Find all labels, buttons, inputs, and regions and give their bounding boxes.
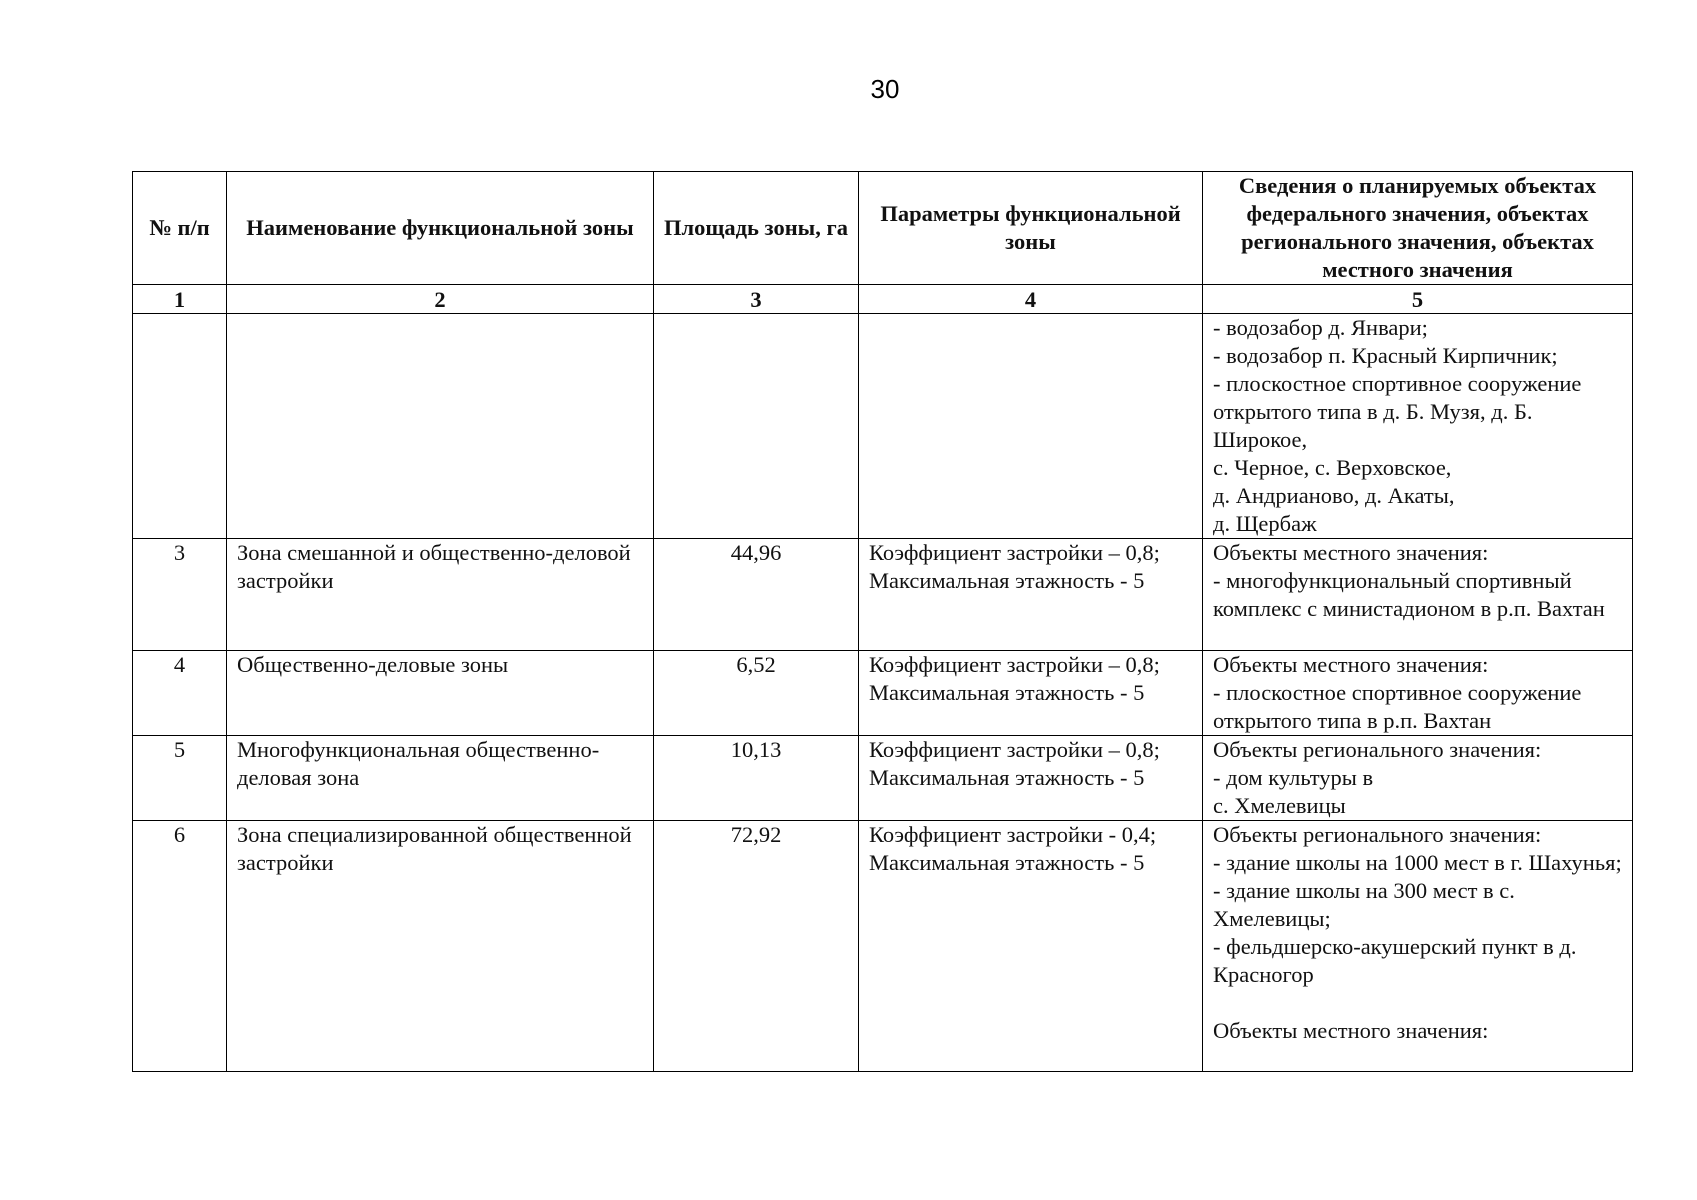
info-line: - водозабор п. Красный Кирпичник; (1213, 343, 1558, 368)
column-number: 2 (227, 285, 654, 314)
param-line: Коэффициент застройки – 0,8; (869, 652, 1160, 677)
cell-planned-objects (1203, 539, 1633, 651)
cell-zone-name (227, 314, 654, 539)
info-line: с. Черное, с. Верховское, (1213, 455, 1452, 480)
table-header-row (133, 172, 1633, 285)
table-row (133, 651, 1633, 736)
param-line: Максимальная этажность - 5 (869, 850, 1145, 875)
info-line: - многофункциональный спортивный комплекс с министадионом в р.п. Вахтан (1213, 568, 1605, 621)
column-number: 3 (654, 285, 859, 314)
cell-zone-name: Общественно-деловые зоны (227, 651, 654, 736)
info-line: Объекты местного значения: (1213, 540, 1489, 565)
info-line: Объекты регионального значения: (1213, 822, 1542, 847)
cell-zone-parameters (859, 736, 1203, 821)
info-line: - водозабор д. Январи; (1213, 315, 1428, 340)
info-line: - здание школы на 300 мест в с. Хмелевицы; (1213, 878, 1515, 931)
info-line: - плоскостное спортивное сооружение открытого типа в д. Б. Музя, д. Б. Широкое, (1213, 371, 1582, 452)
info-line: д. Щербаж (1213, 511, 1317, 536)
cell-number: 6 (133, 821, 227, 1072)
header-zone-name: Наименование функциональной зоны (227, 172, 654, 285)
cell-number (133, 314, 227, 539)
page-number: 30 (870, 74, 900, 104)
info-line: - дом культуры в (1213, 765, 1374, 790)
table-row-continuation (133, 314, 1633, 539)
header-number: № п/п (133, 172, 227, 285)
cell-number: 3 (133, 539, 227, 651)
info-line: - здание школы на 1000 мест в г. Шахунья; (1213, 850, 1622, 875)
column-number: 5 (1203, 285, 1633, 314)
table-row (133, 736, 1633, 821)
cell-planned-objects (1203, 651, 1633, 736)
cell-zone-parameters (859, 314, 1203, 539)
cell-zone-area: 6,52 (654, 651, 859, 736)
cell-planned-objects (1203, 314, 1633, 539)
cell-zone-area: 72,92 (654, 821, 859, 1072)
param-line: Максимальная этажность - 5 (869, 765, 1145, 790)
param-line: Коэффициент застройки – 0,8; (869, 737, 1160, 762)
param-line: Коэффициент застройки – 0,8; (869, 540, 1160, 565)
info-line: - плоскостное спортивное сооружение открытого типа в р.п. Вахтан (1213, 680, 1582, 733)
info-line: с. Хмелевицы (1213, 793, 1346, 818)
header-zone-parameters: Параметры функциональной зоны (859, 172, 1203, 285)
param-line: Максимальная этажность - 5 (869, 568, 1145, 593)
info-line: Объекты местного значения: (1213, 652, 1489, 677)
cell-zone-name: Многофункциональная общественно-деловая зона (227, 736, 654, 821)
header-planned-objects: Сведения о планируемых объектах федерального значения, объектах регионального значения, объектах местного значения (1203, 172, 1633, 285)
table-row (133, 539, 1633, 651)
info-line: д. Андрианово, д. Акаты, (1213, 483, 1455, 508)
cell-zone-name: Зона смешанной и общественно-деловой застройки (227, 539, 654, 651)
cell-zone-area: 44,96 (654, 539, 859, 651)
cell-zone-area: 10,13 (654, 736, 859, 821)
cell-zone-parameters (859, 821, 1203, 1072)
cell-planned-objects (1203, 736, 1633, 821)
column-number: 4 (859, 285, 1203, 314)
cell-number: 4 (133, 651, 227, 736)
info-spacer (1213, 989, 1626, 1017)
column-number: 1 (133, 285, 227, 314)
cell-number: 5 (133, 736, 227, 821)
cell-zone-name: Зона специализированной общественной застройки (227, 821, 654, 1072)
param-line: Максимальная этажность - 5 (869, 680, 1145, 705)
param-line: Коэффициент застройки - 0,4; (869, 822, 1157, 847)
cell-planned-objects (1203, 821, 1633, 1072)
column-number-row (133, 285, 1633, 314)
info-line: Объекты местного значения: (1213, 1018, 1489, 1043)
functional-zones-table (132, 171, 1633, 1072)
cell-zone-parameters (859, 651, 1203, 736)
table-row (133, 821, 1633, 1072)
cell-zone-area (654, 314, 859, 539)
header-zone-area: Площадь зоны, га (654, 172, 859, 285)
cell-zone-parameters (859, 539, 1203, 651)
info-line: Объекты регионального значения: (1213, 737, 1542, 762)
info-line: - фельдшерско-акушерский пункт в д. Красногор (1213, 934, 1577, 987)
